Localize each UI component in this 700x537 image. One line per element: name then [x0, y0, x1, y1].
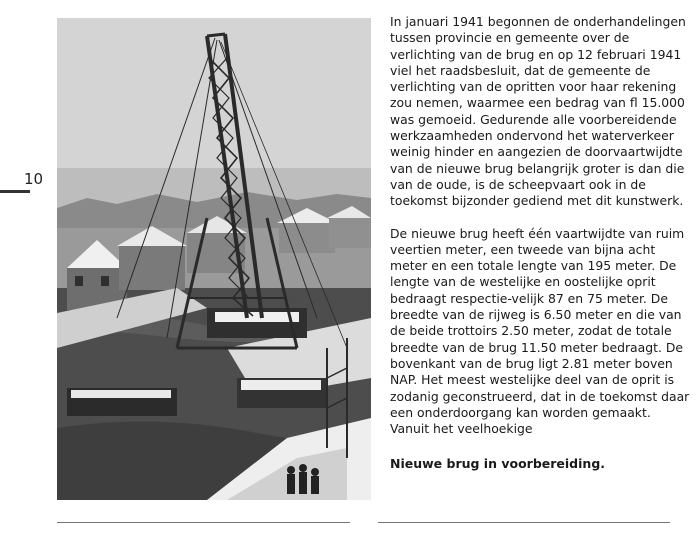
paragraph-1: In januari 1941 begonnen de onderhandelingen tussen provincie en gemeente over de verlichting van de brug en op 12 februari 1941 viel het raadsbesluit, dat de gemeente de verlichting van de opritten voor haar rekening zou nemen, waarmee een bedrag van fl 15.000 was gemoeid. Gedurende alle voorbereidende werkzaamheden ondervond het waterverkeer weinig hinder en aangezien de doorvaartwijdte van de nieuwe brug belangrijk groter is dan die van de oude, is de scheepvaart ook in de toekomst bijzonder gediend met dit kunstwerk. [390, 14, 686, 209]
photo [57, 18, 371, 500]
paragraph-2: De nieuwe brug heeft één vaartwijdte van ruim veertien meter, een tweede van bijna acht meter en een totale lengte van 195 meter. De lengte van de westelijke en oostelijke oprit bedraagt respectie-velijk 87 en 75 meter. De breedte van de rijweg is 6.50 meter en die van de beide trottoirs 2.50 meter, zodat de totale breedte van de brug 11.50 meter bedraagt. De bovenkant van de brug ligt 2.81 meter boven NAP. Het meest westelijke deel van de oprit is zodanig geconstrueerd, dat in de toekomst daar een onderdoorgang kan worden gemaakt. Vanuit het veelhoekige [390, 225, 690, 437]
article-body [390, 14, 690, 453]
page-number: 10 [24, 170, 44, 188]
footer-rule-left [57, 522, 350, 523]
page-number-rule [0, 190, 30, 193]
photo-bridge-construction [57, 18, 371, 500]
footer-rule-right [378, 522, 670, 523]
photo-caption: Nieuwe brug in voorbereiding. [390, 456, 606, 471]
